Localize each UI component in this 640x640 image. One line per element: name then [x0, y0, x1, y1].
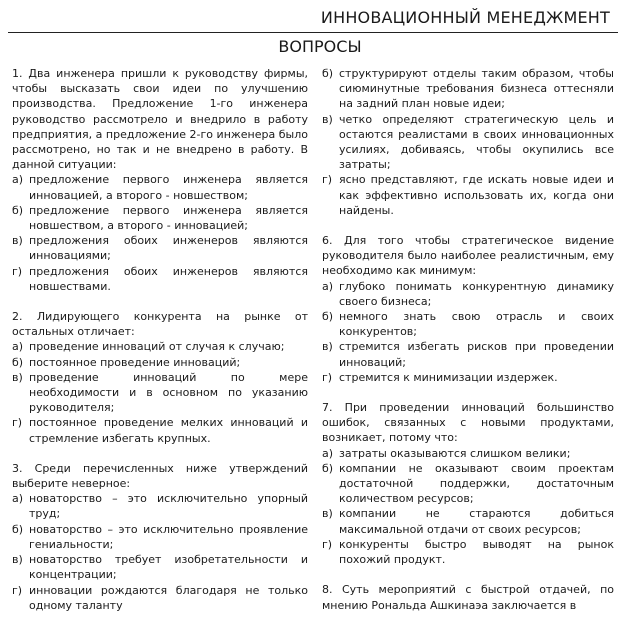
answer-option	[12, 415, 308, 445]
option-text: предложения обоих инженеров являются инновациями;	[29, 234, 308, 263]
answer-option	[322, 446, 614, 461]
option-text: предложение первого инженера является инновацией, а второго - новшеством;	[29, 173, 308, 202]
question-8	[322, 582, 614, 612]
option-text: постоянное проведение мелких инноваций и стремление избегать крупных.	[29, 416, 308, 445]
left-column	[12, 66, 308, 628]
option-letter: в)	[322, 112, 333, 126]
option-letter: а)	[12, 173, 24, 187]
answer-option	[322, 172, 614, 218]
header-rule	[8, 32, 618, 33]
answer-option	[322, 66, 614, 112]
option-text: структурируют отделы таким образом, чтобы сиюминутные требования бизнеса оттесняли на задний план новые идеи;	[339, 67, 614, 111]
option-text: новаторство – это исключительно проявление гениальности;	[29, 522, 308, 551]
question-2	[12, 309, 308, 446]
option-letter: б)	[12, 522, 24, 536]
question-stem: 6. Для того чтобы стратегическое видение руководителя было наиболее реалистичным, ему необходимо как минимум:	[322, 234, 614, 278]
option-text: новаторство требует изобретательности и концентрации;	[29, 553, 308, 582]
option-text: проведение инноваций от случая к случаю;	[29, 340, 285, 354]
option-letter: г)	[12, 416, 23, 430]
answer-option	[322, 339, 614, 369]
option-letter: в)	[322, 507, 333, 521]
option-letter: б)	[322, 461, 334, 475]
right-column	[322, 66, 614, 628]
option-letter: г)	[322, 173, 333, 187]
answer-option	[322, 537, 614, 567]
question-stem: 3. Среди перечисленных ниже утверждений выберите неверное:	[12, 461, 308, 491]
option-letter: б)	[12, 203, 24, 217]
option-text: инновации рождаются благодаря не только одному таланту	[29, 583, 308, 612]
option-text: компании не оказывают своим проектам достаточной поддержки, достаточным количеством ресурсов;	[339, 461, 614, 506]
answer-option	[12, 552, 308, 582]
option-letter: в)	[322, 340, 333, 354]
answer-option	[12, 339, 308, 354]
answer-option	[12, 264, 308, 294]
option-text: стремится к минимизации издержек.	[339, 370, 558, 384]
option-letter: а)	[12, 492, 24, 506]
option-text: затраты оказываются слишком велики;	[339, 446, 571, 460]
option-text: новаторство – это исключительно упорный труд;	[29, 492, 308, 521]
option-text: компании не стараются добиться максимальной отдачи от своих ресурсов;	[339, 507, 614, 536]
answer-option	[12, 370, 308, 416]
option-text: ясно представляют, где искать новые идеи и как эффективно использовать их, когда они найдены.	[339, 173, 614, 217]
section-title: ВОПРОСЫ	[278, 37, 362, 56]
question-stem: 8. Суть мероприятий с быстрой отдачей, по мнению Рональда Ашкинаэа заключается в	[322, 583, 614, 612]
option-letter: в)	[12, 234, 23, 248]
option-letter: г)	[12, 583, 23, 597]
option-text: немного знать свою отрасль и своих конкурентов;	[339, 310, 614, 339]
option-text: конкуренты быстро выводят на рынок похожий продукт.	[339, 537, 614, 567]
answer-option	[12, 522, 308, 552]
option-letter: а)	[322, 446, 334, 460]
answer-option	[12, 203, 308, 233]
option-letter: б)	[322, 310, 334, 324]
answer-option	[12, 355, 308, 370]
answer-option	[12, 583, 308, 613]
option-text: четко определяют стратегическую цель и остаются реалистами в своих инновационных усилиях, добиваясь, чтобы окупились все затраты;	[339, 112, 614, 172]
question-stem: 1. Два инженера пришли к руководству фирмы, чтобы высказать свои идеи по улучшению производства. Предложение 1-го инженера руководство рассмотрело и внедрило в работу предприятия, а предложение 2-го инженера было рассмотрено, но так и не внедрено в работу. В данной ситуации:	[12, 67, 308, 172]
answer-option	[322, 309, 614, 339]
option-letter: а)	[322, 279, 334, 293]
answer-option	[12, 172, 308, 202]
question-6	[322, 233, 614, 385]
option-text: проведение инноваций по мере необходимости и в основном по указанию руководителя;	[29, 370, 308, 415]
answer-option	[322, 461, 614, 507]
option-text: постоянное проведение инноваций;	[29, 355, 241, 369]
answer-option	[322, 506, 614, 536]
answer-option	[12, 233, 308, 263]
option-letter: б)	[322, 67, 334, 80]
option-text: стремится избегать рисков при проведении инноваций;	[339, 340, 614, 369]
option-letter: г)	[12, 264, 23, 278]
question-1	[12, 66, 308, 294]
answer-option	[12, 491, 308, 521]
answer-option	[322, 370, 614, 385]
option-letter: г)	[322, 370, 333, 384]
option-letter: б)	[12, 355, 24, 369]
option-letter: а)	[12, 340, 24, 354]
answer-option	[322, 279, 614, 309]
option-text: предложение первого инженера является новшеством, а второго - инновацией;	[29, 203, 308, 233]
question-stem: 7. При проведении инноваций большинство ошибок, связанных с новыми продуктами, возникает, потому что:	[322, 401, 614, 445]
running-title: ИННОВАЦИОННЫЙ МЕНЕДЖМЕНТ	[320, 8, 610, 27]
option-letter: в)	[12, 370, 23, 384]
question-stem: 2. Лидирующего конкурента на рынке от остальных отличает:	[12, 310, 308, 339]
option-letter: в)	[12, 553, 23, 567]
option-text: предложения обоих инженеров являются новшествами.	[29, 264, 308, 293]
answer-option	[322, 112, 614, 173]
option-text: глубоко понимать конкурентную динамику своего бизнеса;	[339, 279, 614, 308]
question-7	[322, 400, 614, 567]
option-letter: г)	[322, 537, 333, 551]
question-3	[12, 461, 308, 613]
question-5-continued	[322, 66, 614, 218]
